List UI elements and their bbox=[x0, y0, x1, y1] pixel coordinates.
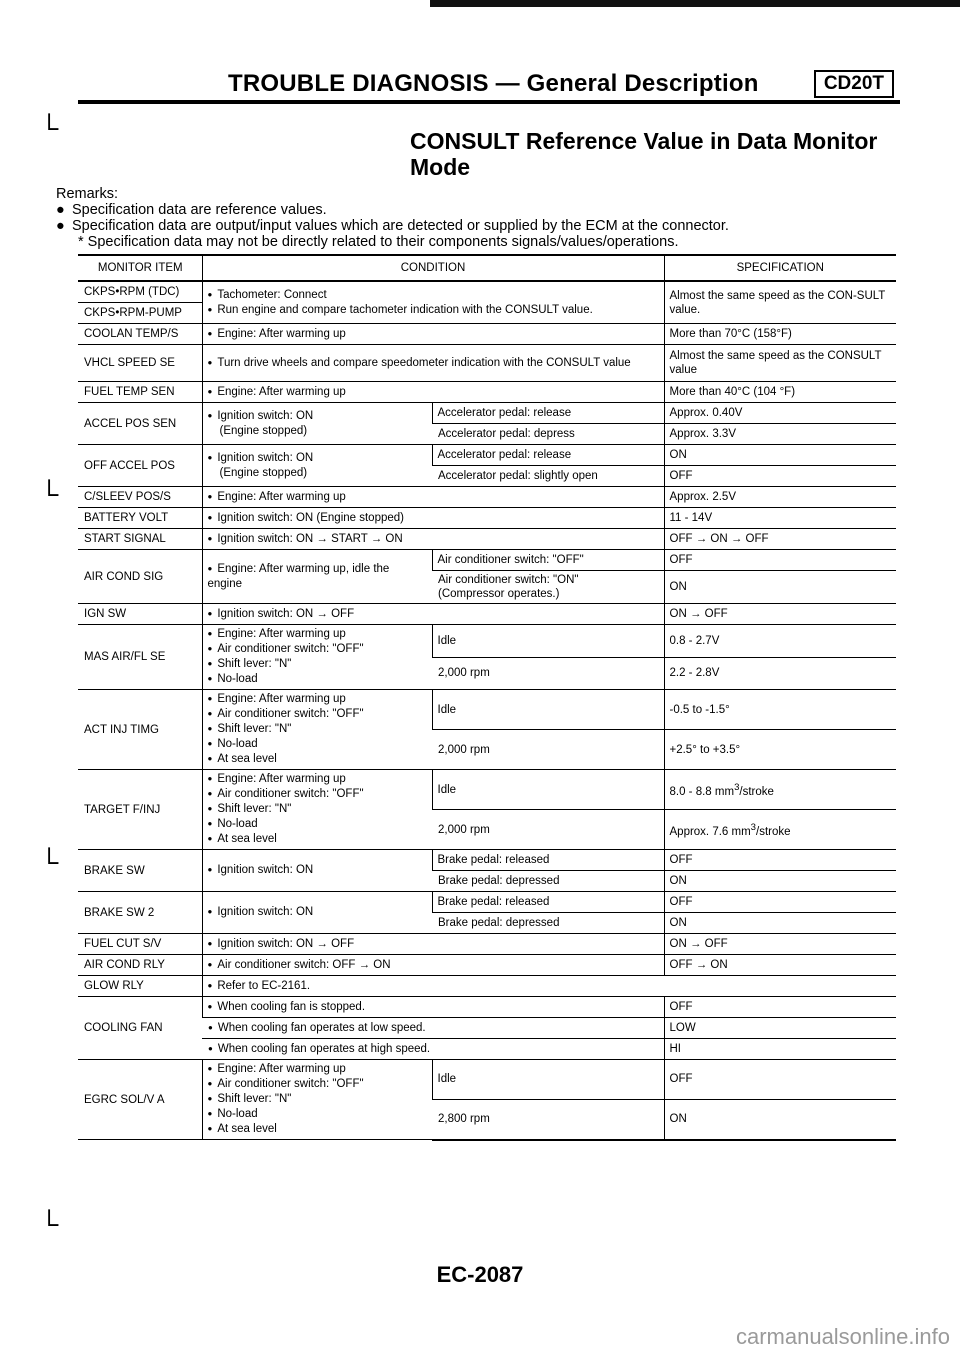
remark-item bbox=[56, 218, 916, 234]
condition-line: ● Air conditioner switch: "OFF" bbox=[208, 707, 427, 722]
monitor-item-cell: START SIGNAL bbox=[78, 529, 202, 550]
condition-cell bbox=[202, 445, 432, 487]
monitor-item-cell: AIR COND SIG bbox=[78, 550, 202, 604]
spec-cell: OFF bbox=[664, 892, 896, 913]
condition-line: ● Engine: After warming up bbox=[208, 1062, 427, 1077]
condition-cell bbox=[202, 345, 664, 382]
condition-cell bbox=[202, 997, 664, 1018]
condition-line: ● Air conditioner switch: OFF → ON bbox=[208, 959, 391, 971]
sub-condition-cell: 2,000 rpm bbox=[432, 810, 664, 850]
monitor-item-cell: COOLING FAN bbox=[78, 997, 202, 1060]
table-header-row bbox=[78, 255, 896, 281]
table-row bbox=[78, 508, 896, 529]
condition-line: ● Ignition switch: ON → START → ON bbox=[208, 533, 403, 545]
monitor-item-cell: BRAKE SW 2 bbox=[78, 892, 202, 934]
sub-condition-cell: Idle bbox=[432, 1060, 664, 1100]
condition-line: ● Turn drive wheels and compare speedometer indication with the CONSULT value bbox=[208, 357, 631, 369]
condition-line: ● Engine: After warming up bbox=[208, 491, 346, 503]
sub-condition-cell: Brake pedal: released bbox=[432, 892, 664, 913]
sub-condition-cell: Accelerator pedal: depress bbox=[432, 424, 664, 445]
table-row bbox=[78, 892, 896, 913]
condition-line: Air conditioner switch: "ON" bbox=[438, 574, 579, 586]
table-row bbox=[78, 487, 896, 508]
condition-cell bbox=[202, 934, 664, 955]
condition-line: ● At sea level bbox=[208, 752, 427, 767]
condition-line: ● Engine: After warming up bbox=[208, 627, 427, 642]
condition-line: ● Shift lever: "N" bbox=[208, 802, 427, 817]
condition-cell bbox=[202, 529, 664, 550]
table-row bbox=[78, 550, 896, 571]
condition-cell bbox=[202, 1018, 664, 1039]
condition-line: ● Ignition switch: ON → OFF bbox=[208, 938, 355, 950]
monitor-item-cell: C/SLEEV POS/S bbox=[78, 487, 202, 508]
table-row bbox=[78, 403, 896, 424]
monitor-item-cell: OFF ACCEL POS bbox=[78, 445, 202, 487]
condition-cell bbox=[202, 892, 432, 934]
monitor-item-cell: TARGET F/INJ bbox=[78, 770, 202, 850]
spec-cell: ON → OFF bbox=[664, 934, 896, 955]
condition-cell bbox=[202, 955, 664, 976]
table-row bbox=[78, 529, 896, 550]
condition-line: ● Ignition switch: ON bbox=[208, 906, 314, 918]
remark-text: Specification data are reference values. bbox=[72, 202, 327, 218]
spec-cell: More than 70°C (158°F) bbox=[664, 324, 896, 345]
condition-line: ● No-load bbox=[208, 672, 427, 687]
spec-cell: Approx. 2.5V bbox=[664, 487, 896, 508]
condition-line: ● When cooling fan is stopped. bbox=[208, 1001, 366, 1013]
condition-line: (Compressor operates.) bbox=[438, 588, 560, 600]
spec-cell: Approx. 3.3V bbox=[664, 424, 896, 445]
spec-cell: 11 - 14V bbox=[664, 508, 896, 529]
condition-cell bbox=[202, 976, 896, 997]
condition-cell bbox=[202, 625, 432, 690]
page-number: EC-2087 bbox=[436, 1262, 524, 1287]
table-row bbox=[78, 850, 896, 871]
sub-condition-cell: Air conditioner switch: "OFF" bbox=[432, 550, 664, 571]
bullet-icon: ● bbox=[56, 218, 65, 234]
condition-cell bbox=[202, 690, 432, 770]
spec-value: 8.0 - 8.8 mm bbox=[669, 785, 735, 798]
condition-line: ● Engine: After warming up bbox=[208, 328, 346, 340]
condition-cell bbox=[202, 850, 432, 892]
sub-condition-cell: Idle bbox=[432, 625, 664, 658]
monitor-item-cell: CKPS•RPM-PUMP bbox=[78, 303, 202, 324]
spec-cell: +2.5° to +3.5° bbox=[664, 730, 896, 770]
condition-line: (Engine stopped) bbox=[219, 425, 308, 437]
table-row bbox=[78, 1060, 896, 1100]
spec-cell: HI bbox=[664, 1039, 896, 1060]
table-row bbox=[78, 955, 896, 976]
condition-line: ● No-load bbox=[208, 737, 427, 752]
remark-text: Specification data are output/input values which are detected or supplied by the ECM at the connector. bbox=[72, 218, 729, 234]
engine-code-badge: CD20T bbox=[814, 70, 894, 98]
sub-condition-cell: 2,000 rpm bbox=[432, 657, 664, 690]
condition-line: ● Shift lever: "N" bbox=[208, 1092, 427, 1107]
spec-cell bbox=[664, 770, 896, 810]
margin-corner-mark: └ bbox=[40, 479, 59, 509]
table-row bbox=[78, 997, 896, 1018]
condition-cell bbox=[202, 770, 432, 850]
page-header bbox=[78, 66, 900, 104]
condition-line: ● Ignition switch: ON bbox=[208, 451, 427, 466]
condition-line: ● At sea level bbox=[208, 832, 427, 847]
condition-cell bbox=[202, 487, 664, 508]
condition-line: ● Engine: After warming up bbox=[208, 386, 346, 398]
spec-cell: ON bbox=[664, 871, 896, 892]
spec-cell: OFF → ON → OFF bbox=[664, 529, 896, 550]
remark-note: * Specification data may not be directly related to their components signals/values/operations. bbox=[78, 234, 679, 250]
spec-cell bbox=[664, 810, 896, 850]
condition-line: ● Refer to EC-2161. bbox=[208, 980, 311, 992]
sub-condition-cell: Idle bbox=[432, 770, 664, 810]
header-monitor-item: MONITOR ITEM bbox=[78, 255, 202, 281]
condition-line: ● No-load bbox=[208, 1107, 427, 1122]
condition-line: ● Shift lever: "N" bbox=[208, 722, 427, 737]
sub-condition-cell: Idle bbox=[432, 690, 664, 730]
reference-value-table bbox=[78, 254, 896, 1141]
spec-cell: ON bbox=[664, 913, 896, 934]
condition-line: ● Shift lever: "N" bbox=[208, 657, 427, 672]
spec-cell: 2.2 - 2.8V bbox=[664, 657, 896, 690]
table-row bbox=[78, 382, 896, 403]
condition-line: ● Ignition switch: ON (Engine stopped) bbox=[208, 512, 405, 524]
condition-cell bbox=[202, 550, 432, 604]
condition-line: ● Air conditioner switch: "OFF" bbox=[208, 1077, 427, 1092]
spec-superscript: 3 bbox=[734, 781, 740, 793]
sub-condition-cell: 2,000 rpm bbox=[432, 730, 664, 770]
condition-line: ● Ignition switch: ON bbox=[208, 864, 314, 876]
condition-cell bbox=[202, 604, 664, 625]
condition-line: ● Run engine and compare tachometer indication with the CONSULT value. bbox=[208, 303, 659, 318]
spec-cell: Almost the same speed as the CON-SULT value. bbox=[664, 281, 896, 324]
spec-cell: -0.5 to -1.5° bbox=[664, 690, 896, 730]
spec-cell: 0.8 - 2.7V bbox=[664, 625, 896, 658]
condition-cell bbox=[202, 1039, 664, 1060]
table-row bbox=[78, 690, 896, 730]
monitor-item-cell: BATTERY VOLT bbox=[78, 508, 202, 529]
margin-corner-mark: └ bbox=[40, 1209, 59, 1239]
top-edge-bar bbox=[430, 0, 960, 7]
spec-cell: OFF bbox=[664, 550, 896, 571]
sub-condition-cell: Brake pedal: depressed bbox=[432, 913, 664, 934]
sub-condition-cell: 2,800 rpm bbox=[432, 1099, 664, 1139]
spec-cell: OFF bbox=[664, 466, 896, 487]
condition-cell bbox=[202, 382, 664, 403]
header-condition: CONDITION bbox=[202, 255, 664, 281]
page-header-title: TROUBLE DIAGNOSIS — General Description bbox=[228, 70, 759, 97]
condition-line: ● Engine: After warming up, idle the engine bbox=[208, 563, 390, 590]
margin-corner-mark: └ bbox=[40, 113, 59, 143]
condition-line: (Engine stopped) bbox=[219, 467, 308, 479]
sub-condition-cell: Brake pedal: released bbox=[432, 850, 664, 871]
condition-line: ● Ignition switch: ON bbox=[208, 409, 427, 424]
spec-cell: Almost the same speed as the CONSULT value bbox=[664, 345, 896, 382]
spec-cell: ON bbox=[664, 1099, 896, 1139]
condition-line: ● When cooling fan operates at high speed. bbox=[208, 1043, 430, 1055]
condition-line: ● No-load bbox=[208, 817, 427, 832]
monitor-item-cell: VHCL SPEED SE bbox=[78, 345, 202, 382]
spec-cell: ON bbox=[664, 571, 896, 604]
condition-line: ● When cooling fan operates at low speed. bbox=[208, 1022, 426, 1034]
condition-cell bbox=[202, 281, 664, 324]
monitor-item-cell: AIR COND RLY bbox=[78, 955, 202, 976]
remarks-label: Remarks: bbox=[56, 186, 119, 202]
spec-cell: OFF bbox=[664, 1060, 896, 1100]
monitor-item-cell: COOLAN TEMP/S bbox=[78, 324, 202, 345]
condition-line: ● Engine: After warming up bbox=[208, 692, 427, 707]
monitor-item-cell: BRAKE SW bbox=[78, 850, 202, 892]
condition-cell bbox=[202, 508, 664, 529]
spec-cell: ON bbox=[664, 445, 896, 466]
monitor-item-cell: FUEL TEMP SEN bbox=[78, 382, 202, 403]
monitor-item-cell: IGN SW bbox=[78, 604, 202, 625]
monitor-item-cell: CKPS•RPM (TDC) bbox=[78, 281, 202, 303]
section-title: CONSULT Reference Value in Data Monitor Mode bbox=[410, 128, 878, 180]
condition-cell bbox=[202, 1060, 432, 1140]
spec-unit: /stroke bbox=[756, 825, 791, 838]
remark-item bbox=[56, 202, 916, 218]
condition-line: ● Engine: After warming up bbox=[208, 772, 427, 787]
remarks-block bbox=[56, 186, 916, 250]
spec-cell: More than 40°C (104 °F) bbox=[664, 382, 896, 403]
sub-condition-cell bbox=[432, 571, 664, 604]
condition-line: ● Air conditioner switch: "OFF" bbox=[208, 642, 427, 657]
bullet-icon: ● bbox=[56, 202, 65, 218]
spec-cell: LOW bbox=[664, 1018, 896, 1039]
spec-cell: ON → OFF bbox=[664, 604, 896, 625]
spec-cell: OFF bbox=[664, 997, 896, 1018]
condition-line: ● At sea level bbox=[208, 1122, 427, 1137]
condition-line: ● Ignition switch: ON → OFF bbox=[208, 608, 355, 620]
table-row bbox=[78, 976, 896, 997]
table-row bbox=[78, 324, 896, 345]
header-specification: SPECIFICATION bbox=[664, 255, 896, 281]
condition-cell bbox=[202, 324, 664, 345]
table-row bbox=[78, 934, 896, 955]
condition-line: ● Air conditioner switch: "OFF" bbox=[208, 787, 427, 802]
watermark: carmanualsonline.info bbox=[735, 1324, 950, 1349]
condition-cell bbox=[202, 403, 432, 445]
table-row bbox=[78, 770, 896, 810]
spec-superscript: 3 bbox=[750, 821, 756, 833]
sub-condition-cell: Accelerator pedal: slightly open bbox=[432, 466, 664, 487]
table-row bbox=[78, 281, 896, 303]
spec-cell: OFF bbox=[664, 850, 896, 871]
spec-cell: Approx. 0.40V bbox=[664, 403, 896, 424]
monitor-item-cell: ACT INJ TIMG bbox=[78, 690, 202, 770]
monitor-item-cell: FUEL CUT S/V bbox=[78, 934, 202, 955]
sub-condition-cell: Brake pedal: depressed bbox=[432, 871, 664, 892]
monitor-item-cell: ACCEL POS SEN bbox=[78, 403, 202, 445]
table-row bbox=[78, 604, 896, 625]
spec-unit: /stroke bbox=[739, 785, 774, 798]
table-row bbox=[78, 345, 896, 382]
monitor-item-cell: MAS AIR/FL SE bbox=[78, 625, 202, 690]
table-row bbox=[78, 445, 896, 466]
table-row bbox=[78, 625, 896, 658]
sub-condition-cell: Accelerator pedal: release bbox=[432, 403, 664, 424]
spec-value: Approx. 7.6 mm bbox=[669, 825, 751, 838]
margin-corner-mark: └ bbox=[40, 847, 59, 877]
monitor-item-cell: EGRC SOL/V A bbox=[78, 1060, 202, 1140]
monitor-item-cell: GLOW RLY bbox=[78, 976, 202, 997]
spec-cell: OFF → ON bbox=[664, 955, 896, 976]
condition-line: ● Tachometer: Connect bbox=[208, 288, 659, 303]
sub-condition-cell: Accelerator pedal: release bbox=[432, 445, 664, 466]
